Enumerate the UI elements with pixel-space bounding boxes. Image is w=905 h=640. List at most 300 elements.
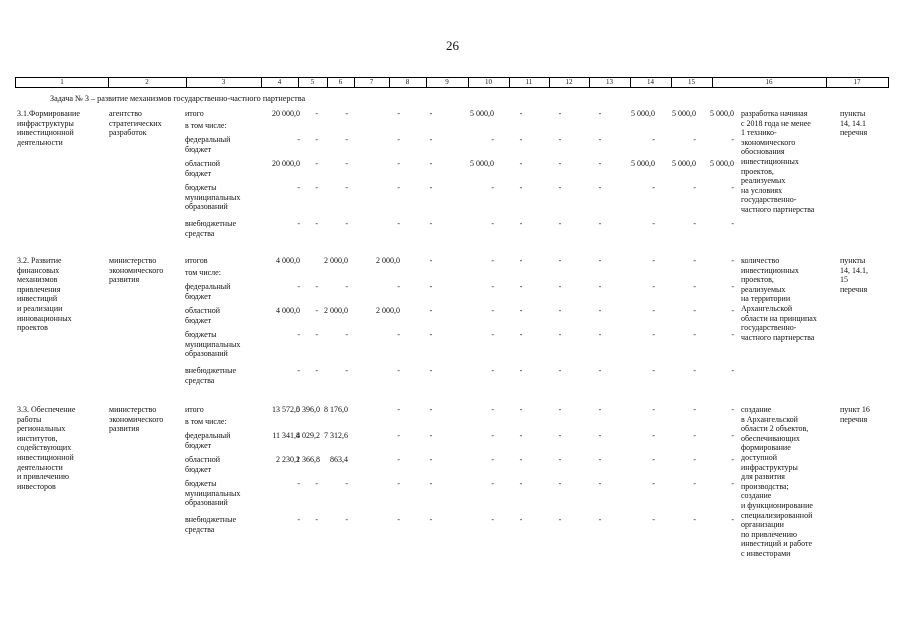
funding-source-line: бюджет xyxy=(185,440,212,450)
column-number-header xyxy=(15,77,889,88)
funding-value: - xyxy=(429,159,433,168)
funding-value: - xyxy=(731,515,734,524)
result-line: области 2 объектов, xyxy=(741,424,809,434)
funding-value: - xyxy=(491,479,494,488)
funding-source-line: муниципальных xyxy=(185,192,241,202)
funding-value: - xyxy=(397,183,400,192)
result-line: инфраструктуры xyxy=(741,462,798,472)
funding-value: - xyxy=(558,515,562,524)
funding-value: - xyxy=(519,479,523,488)
reference-line: пункт 16 xyxy=(840,405,870,414)
funding-value: - xyxy=(297,479,300,488)
event-name-line: финансовых xyxy=(17,265,60,275)
funding-value: - xyxy=(345,479,348,488)
executor-line: агентство xyxy=(109,109,142,118)
reference-line: 14, 14.1, xyxy=(840,265,868,275)
funding-value: - xyxy=(429,405,433,414)
funding-source-line: областной xyxy=(185,159,221,168)
funding-value: - xyxy=(693,330,696,339)
funding-value: - xyxy=(693,431,696,440)
funding-value: 5 000,0 xyxy=(672,159,696,168)
result-line: для развития xyxy=(741,472,785,482)
funding-value: - xyxy=(429,282,433,291)
funding-value: - xyxy=(558,431,562,440)
funding-value: - xyxy=(491,183,494,192)
funding-value: - xyxy=(693,455,696,464)
funding-value: - xyxy=(491,219,494,228)
event-name-line: инвестиций xyxy=(17,294,58,304)
funding-value: - xyxy=(491,256,494,265)
funding-value: - xyxy=(731,366,734,375)
funding-value: - xyxy=(731,219,734,228)
funding-value: - xyxy=(491,330,494,339)
funding-value: 13 572,0 xyxy=(272,405,300,414)
column-number: 13 xyxy=(606,78,613,86)
executor-line: развития xyxy=(109,424,140,434)
funding-value: - xyxy=(397,431,400,440)
funding-value: - xyxy=(693,366,696,375)
funding-value: - xyxy=(315,219,318,228)
funding-value: 7 312,6 xyxy=(324,431,348,440)
event-name-line: деятельности xyxy=(17,462,63,472)
funding-value: - xyxy=(558,109,562,118)
funding-value: 5 000,0 xyxy=(470,109,494,118)
column-number: 14 xyxy=(647,78,654,86)
column-number: 15 xyxy=(688,78,695,86)
funding-value: - xyxy=(429,455,433,464)
reference-line: 15 xyxy=(840,275,848,285)
funding-value: 863,4 xyxy=(330,455,348,464)
funding-value: - xyxy=(652,330,655,339)
funding-value: - xyxy=(693,183,696,192)
reference-line: 14, 14.1 xyxy=(840,118,866,128)
funding-value: - xyxy=(491,135,494,144)
funding-value: - xyxy=(519,515,523,524)
event-name-line: содействующих xyxy=(17,443,72,453)
result-line: создание xyxy=(741,405,772,414)
funding-value: - xyxy=(429,183,433,192)
funding-value: 4 000,0 xyxy=(276,306,300,315)
funding-source-line: средства xyxy=(185,524,215,534)
funding-value: - xyxy=(491,306,494,315)
column-number: 3 xyxy=(221,78,226,86)
funding-value: - xyxy=(491,515,494,524)
funding-value: - xyxy=(315,366,318,375)
funding-source-line: бюджет xyxy=(185,291,212,301)
funding-value: - xyxy=(652,455,655,464)
funding-value: 2 230,2 xyxy=(276,455,300,464)
event-name-line: привлечения xyxy=(17,284,61,294)
funding-value: - xyxy=(429,135,433,144)
executor-line: министерство xyxy=(109,405,157,414)
funding-value: - xyxy=(731,135,734,144)
funding-value: - xyxy=(397,455,400,464)
funding-value: - xyxy=(429,431,433,440)
result-line: с 2018 года не менее xyxy=(741,118,811,128)
funding-value: - xyxy=(491,366,494,375)
funding-value: - xyxy=(598,479,602,488)
column-number: 12 xyxy=(565,78,573,86)
result-line: на условиях xyxy=(741,185,783,195)
task-title: Задача № 3 – развитие механизмов государственно-частного партнерства xyxy=(50,94,306,103)
funding-value: - xyxy=(652,366,655,375)
funding-value: - xyxy=(731,306,734,315)
funding-value: - xyxy=(397,405,400,414)
funding-value: - xyxy=(519,282,523,291)
funding-source-line: бюджет xyxy=(185,315,212,325)
funding-value: 8 176,0 xyxy=(324,405,348,414)
funding-value: - xyxy=(731,282,734,291)
funding-value: - xyxy=(297,219,300,228)
funding-value: - xyxy=(558,135,562,144)
result-line: создание xyxy=(741,491,772,501)
funding-value: - xyxy=(429,306,433,315)
funding-source-line: федеральный xyxy=(185,135,231,144)
funding-value: - xyxy=(598,109,602,118)
funding-value: - xyxy=(598,366,602,375)
result-line: на территории xyxy=(741,294,791,304)
column-number: 17 xyxy=(853,78,861,86)
funding-value: - xyxy=(558,366,562,375)
funding-value: - xyxy=(558,479,562,488)
funding-value: - xyxy=(519,405,523,414)
funding-value: - xyxy=(652,515,655,524)
funding-source-line: бюджет xyxy=(185,144,212,154)
funding-value: - xyxy=(519,366,523,375)
funding-value: - xyxy=(397,515,400,524)
funding-value: 5 000,0 xyxy=(631,109,655,118)
event-name-line: инвестиционной xyxy=(17,453,74,462)
funding-source-line: средства xyxy=(185,228,215,238)
funding-value: - xyxy=(397,135,400,144)
event-name-line: инфраструктуры xyxy=(17,118,74,128)
executor-line: стратегических xyxy=(109,118,162,128)
funding-value: - xyxy=(731,256,734,265)
funding-value: - xyxy=(429,479,433,488)
funding-value: - xyxy=(652,479,655,488)
funding-value: - xyxy=(598,431,602,440)
funding-value: 20 000,0 xyxy=(272,159,300,168)
funding-value: 5 000,0 xyxy=(710,109,734,118)
funding-value: - xyxy=(397,109,400,118)
funding-value: - xyxy=(731,183,734,192)
executor-line: министерство xyxy=(109,256,157,265)
event-name-line: работы xyxy=(17,414,42,424)
funding-value: - xyxy=(519,455,523,464)
result-line: проектов, xyxy=(741,275,774,285)
column-number: 1 xyxy=(60,78,64,86)
funding-value: - xyxy=(315,330,318,339)
event-name-line: институтов, xyxy=(17,433,58,443)
funding-value: - xyxy=(345,282,348,291)
funding-value: - xyxy=(558,219,562,228)
funding-value: - xyxy=(558,256,562,265)
funding-source-line: областной xyxy=(185,455,221,464)
funding-value: - xyxy=(731,455,734,464)
funding-value: - xyxy=(297,135,300,144)
executor-line: экономического xyxy=(109,414,164,424)
reference-line: перечня xyxy=(840,128,868,138)
result-line: формирование xyxy=(741,443,791,453)
funding-source-line: итого xyxy=(185,109,204,118)
funding-source-line: средства xyxy=(185,375,215,385)
funding-value: - xyxy=(397,282,400,291)
result-line: производства; xyxy=(741,481,789,491)
column-number: 11 xyxy=(525,78,533,86)
funding-value: - xyxy=(397,366,400,375)
result-line: организации xyxy=(741,520,784,530)
funding-value: - xyxy=(693,135,696,144)
funding-source-line: бюджеты xyxy=(185,479,217,488)
funding-source-line: внебюджетные xyxy=(185,219,236,228)
funding-value: - xyxy=(429,109,433,118)
funding-value: - xyxy=(598,330,602,339)
result-line: и функционирование xyxy=(741,501,813,510)
result-line: проектов, xyxy=(741,166,774,176)
funding-value: 4 000,0 xyxy=(276,256,300,265)
funding-value: - xyxy=(297,515,300,524)
funding-source-line: областной xyxy=(185,306,221,315)
funding-value: - xyxy=(345,183,348,192)
funding-source-line: бюджет xyxy=(185,464,212,474)
column-number: 8 xyxy=(405,78,410,86)
result-line: по привлечению xyxy=(741,529,797,539)
result-line: инвестиций и работе xyxy=(741,539,813,549)
funding-source-line: образований xyxy=(185,202,228,212)
funding-value: - xyxy=(429,256,433,265)
executor-line: разработок xyxy=(109,128,147,138)
result-line: частного партнерства xyxy=(741,205,815,214)
funding-value: - xyxy=(519,330,523,339)
column-number: 2 xyxy=(145,78,149,86)
funding-value: - xyxy=(519,135,523,144)
funding-value: - xyxy=(558,183,562,192)
result-line: государственно- xyxy=(741,195,797,205)
reference-line: пункты xyxy=(840,256,866,265)
funding-value: 20 000,0 xyxy=(272,109,300,118)
result-line: разработка начиная xyxy=(741,109,808,118)
funding-value: - xyxy=(345,366,348,375)
funding-source-line: образований xyxy=(185,349,228,359)
funding-value: - xyxy=(693,515,696,524)
event-name-line: и реализации xyxy=(17,304,63,313)
funding-value: 5 000,0 xyxy=(672,109,696,118)
result-line: государственно- xyxy=(741,323,797,333)
funding-value: - xyxy=(397,479,400,488)
funding-value: 5 000,0 xyxy=(631,159,655,168)
funding-value: - xyxy=(598,159,602,168)
event-name-line: 3.1.Формирование xyxy=(17,109,80,118)
funding-value: - xyxy=(558,330,562,339)
funding-value: - xyxy=(598,183,602,192)
funding-value: - xyxy=(558,282,562,291)
funding-source-line: муниципальных xyxy=(185,339,241,349)
funding-value: - xyxy=(652,219,655,228)
funding-value: - xyxy=(297,330,300,339)
funding-value: - xyxy=(558,455,562,464)
funding-source-line: в том числе: xyxy=(185,121,227,130)
funding-value: - xyxy=(598,306,602,315)
funding-source-line: итогов xyxy=(185,256,208,265)
event-name-line: инвесторов xyxy=(17,481,56,491)
funding-value: - xyxy=(598,455,602,464)
reference-line: перечня xyxy=(840,284,868,294)
funding-value: - xyxy=(652,183,655,192)
funding-value: - xyxy=(693,306,696,315)
funding-value: - xyxy=(652,306,655,315)
event-name-line: деятельности xyxy=(17,137,63,147)
funding-value: - xyxy=(558,159,562,168)
funding-value: - xyxy=(652,135,655,144)
funding-value: - xyxy=(519,431,523,440)
funding-value: - xyxy=(652,256,655,265)
funding-source-line: федеральный xyxy=(185,431,231,440)
reference-line: перечня xyxy=(840,414,868,424)
funding-value: - xyxy=(693,479,696,488)
funding-value: - xyxy=(429,219,433,228)
page-number: 26 xyxy=(446,38,459,53)
result-line: реализуемых xyxy=(741,176,786,186)
event-name-line: проектов xyxy=(17,323,48,333)
executor-line: экономического xyxy=(109,265,164,275)
result-line: с инвесторами xyxy=(741,549,791,558)
column-number: 9 xyxy=(445,78,449,86)
reference-line: пункты xyxy=(840,109,866,118)
funding-value: - xyxy=(693,219,696,228)
funding-source-line: в том числе: xyxy=(185,417,227,426)
funding-value: - xyxy=(315,306,318,315)
funding-source-line: внебюджетные xyxy=(185,515,236,524)
funding-value: - xyxy=(315,109,318,118)
funding-value: - xyxy=(519,109,523,118)
funding-value: - xyxy=(598,256,602,265)
funding-value: - xyxy=(345,109,348,118)
funding-value: 5 000,0 xyxy=(470,159,494,168)
funding-value: - xyxy=(519,256,523,265)
funding-value: - xyxy=(315,135,318,144)
funding-value: - xyxy=(345,135,348,144)
funding-source-line: образований xyxy=(185,498,228,508)
column-number: 16 xyxy=(765,78,773,86)
funding-value: - xyxy=(345,159,348,168)
result-line: частного партнерства xyxy=(741,332,815,342)
funding-value: 1 366,8 xyxy=(296,455,320,464)
funding-value: - xyxy=(693,256,696,265)
funding-source-line: федеральный xyxy=(185,282,231,291)
funding-value: - xyxy=(491,431,494,440)
funding-value: - xyxy=(315,183,318,192)
result-line: обоснования xyxy=(741,147,785,157)
funding-value: 5 000,0 xyxy=(710,159,734,168)
funding-value: - xyxy=(345,330,348,339)
funding-value: - xyxy=(315,159,318,168)
funding-value: - xyxy=(519,159,523,168)
funding-value: - xyxy=(693,405,696,414)
funding-source-line: бюджеты xyxy=(185,183,217,192)
result-line: 1 технико- xyxy=(741,128,777,138)
funding-value: - xyxy=(598,219,602,228)
funding-value: - xyxy=(397,159,400,168)
event-name-line: инновационных xyxy=(17,313,72,323)
funding-value: - xyxy=(315,515,318,524)
funding-value: - xyxy=(731,431,734,440)
funding-value: 2 000,0 xyxy=(376,256,400,265)
funding-value: 2 000,0 xyxy=(376,306,400,315)
result-line: доступной xyxy=(741,453,778,462)
result-line: Архангельской xyxy=(741,304,793,313)
funding-source-line: внебюджетные xyxy=(185,366,236,375)
funding-value: - xyxy=(429,515,433,524)
funding-value: - xyxy=(297,366,300,375)
result-line: реализуемых xyxy=(741,284,786,294)
funding-value: - xyxy=(598,135,602,144)
funding-value: - xyxy=(315,282,318,291)
result-line: экономического xyxy=(741,137,796,147)
funding-value: - xyxy=(598,515,602,524)
funding-value: - xyxy=(558,405,562,414)
funding-value: - xyxy=(491,455,494,464)
column-number: 4 xyxy=(277,78,282,86)
funding-value: - xyxy=(397,219,400,228)
funding-value: - xyxy=(491,282,494,291)
funding-source-line: муниципальных xyxy=(185,488,241,498)
event-name-line: механизмов xyxy=(17,275,58,285)
funding-value: - xyxy=(297,183,300,192)
funding-value: - xyxy=(429,330,433,339)
funding-value: - xyxy=(731,479,734,488)
funding-value: - xyxy=(693,282,696,291)
funding-value: 5 396,0 xyxy=(296,405,320,414)
executor-line: развития xyxy=(109,275,140,285)
funding-value: - xyxy=(731,330,734,339)
funding-value: - xyxy=(491,405,494,414)
funding-value: - xyxy=(345,515,348,524)
funding-value: - xyxy=(652,431,655,440)
funding-value: 11 341,8 xyxy=(272,431,300,440)
column-number: 5 xyxy=(310,78,315,86)
funding-value: 4 029,2 xyxy=(296,431,320,440)
result-line: инвестиционных xyxy=(741,265,799,275)
funding-value: - xyxy=(297,282,300,291)
funding-value: - xyxy=(731,405,734,414)
result-line: в Архангельской xyxy=(741,414,798,424)
funding-value: - xyxy=(519,219,523,228)
funding-source-line: том числе: xyxy=(185,268,221,277)
funding-value: - xyxy=(519,306,523,315)
funding-source-line: итого xyxy=(185,405,204,414)
result-line: обеспечивающих xyxy=(741,433,800,443)
event-name-line: 3.3. Обеспечение xyxy=(17,405,76,414)
funding-value: - xyxy=(429,366,433,375)
event-name-line: 3.2. Развитие xyxy=(17,256,62,265)
funding-value: - xyxy=(558,306,562,315)
funding-value: - xyxy=(315,479,318,488)
result-line: области на принципах xyxy=(741,313,817,323)
result-line: количество xyxy=(741,256,780,265)
column-number: 7 xyxy=(369,78,374,86)
result-line: специализированной xyxy=(741,510,813,520)
funding-source-line: бюджеты xyxy=(185,330,217,339)
funding-value: - xyxy=(397,330,400,339)
funding-source-line: бюджет xyxy=(185,168,212,178)
event-name-line: и привлечению xyxy=(17,472,69,482)
event-name-line: региональных xyxy=(17,424,66,434)
event-name-line: инвестиционной xyxy=(17,128,74,138)
funding-value: 2 000,0 xyxy=(324,306,348,315)
funding-value: 2 000,0 xyxy=(324,256,348,265)
funding-value: - xyxy=(652,405,655,414)
funding-value: - xyxy=(598,405,602,414)
